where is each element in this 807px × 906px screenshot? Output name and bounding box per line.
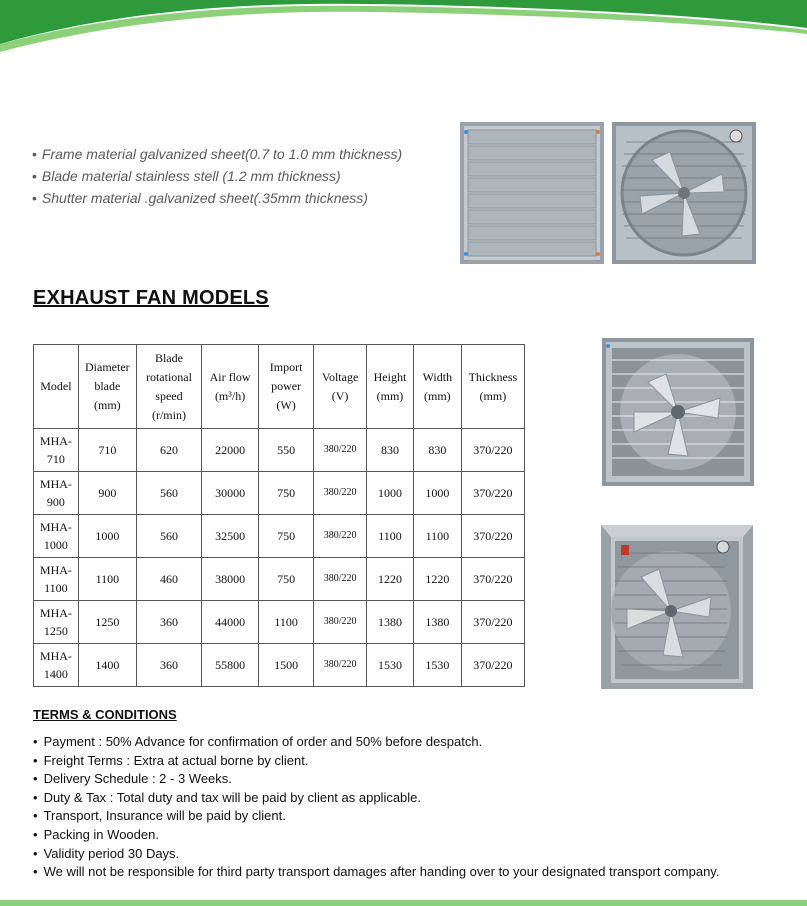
column-header: Model [34,345,79,429]
model-cell: MHA-710 [34,429,79,472]
table-cell: 830 [413,429,461,472]
model-cell: MHA-1400 [34,644,79,687]
table-cell: 380/220 [314,644,367,687]
table-row [34,601,525,644]
table-cell: 620 [136,429,201,472]
terms-item: • Payment : 50% Advance for confirmation of order and 50% before despatch. [33,733,719,752]
table-row [34,558,525,601]
table-cell: 30000 [202,472,259,515]
table-cell: 380/220 [314,429,367,472]
terms-title: TERMS & CONDITIONS [33,707,177,722]
terms-item: • Validity period 30 Days. [33,845,719,864]
table-cell: 370/220 [461,472,524,515]
terms-item: • Duty & Tax : Total duty and tax will be paid by client as applicable. [33,789,719,808]
table-cell: 38000 [202,558,259,601]
feature-item: • Blade material stainless stell (1.2 mm thickness) [32,165,452,187]
table-cell: 1100 [259,601,314,644]
table-row [34,472,525,515]
terms-item: • Transport, Insurance will be paid by client. [33,807,719,826]
table-cell: 1100 [413,515,461,558]
column-header: Blade rotational speed (r/min) [136,345,201,429]
column-header: Import power (W) [259,345,314,429]
table-cell: 1250 [78,601,136,644]
column-header: Width (mm) [413,345,461,429]
table-cell: 830 [367,429,414,472]
table-cell: 560 [136,515,201,558]
table-cell: 750 [259,558,314,601]
table-cell: 1220 [367,558,414,601]
model-cell: MHA-1000 [34,515,79,558]
fan-shutter-photo [460,122,604,264]
table-cell: 370/220 [461,558,524,601]
model-cell: MHA-1100 [34,558,79,601]
feature-item: • Shutter material .galvanized sheet(.35mm thickness) [32,187,452,209]
table-cell: 1000 [78,515,136,558]
table-row [34,644,525,687]
exhaust-fan-photo [602,338,754,486]
fan-front-photo [612,122,756,264]
column-header: Thickness (mm) [461,345,524,429]
table-cell: 1530 [413,644,461,687]
feature-item: • Frame material galvanized sheet(0.7 to 1.0 mm thickness) [32,143,452,165]
column-header: Voltage (V) [314,345,367,429]
table-cell: 380/220 [314,515,367,558]
terms-item: • Delivery Schedule : 2 - 3 Weeks. [33,770,719,789]
terms-item: • We will not be responsible for third party transport damages after handing over to your designated transport company. [33,863,719,882]
table-row [34,429,525,472]
table-cell: 370/220 [461,515,524,558]
table-cell: 560 [136,472,201,515]
column-header: Height (mm) [367,345,414,429]
section-title: EXHAUST FAN MODELS [33,287,269,309]
header-wave-decoration [0,0,807,60]
table-cell: 1380 [367,601,414,644]
footer-green-line [0,900,807,906]
table-cell: 380/220 [314,558,367,601]
table-cell: 1100 [78,558,136,601]
column-header: Diameter blade (mm) [78,345,136,429]
table-cell: 750 [259,472,314,515]
table-cell: 550 [259,429,314,472]
table-cell: 360 [136,601,201,644]
table-cell: 360 [136,644,201,687]
table-cell: 710 [78,429,136,472]
table-cell: 750 [259,515,314,558]
terms-item: • Packing in Wooden. [33,826,719,845]
table-cell: 55800 [202,644,259,687]
table-cell: 1400 [78,644,136,687]
terms-list [33,733,719,882]
table-cell: 900 [78,472,136,515]
table-cell: 1380 [413,601,461,644]
feature-list [32,143,452,209]
table-cell: 1000 [367,472,414,515]
table-row [34,515,525,558]
table-cell: 32500 [202,515,259,558]
table-cell: 370/220 [461,601,524,644]
exhaust-fan-models-table [33,344,525,687]
table-cell: 380/220 [314,472,367,515]
table-cell: 1530 [367,644,414,687]
table-cell: 22000 [202,429,259,472]
box-exhaust-fan-photo [601,525,753,689]
model-cell: MHA-1250 [34,601,79,644]
table-cell: 1220 [413,558,461,601]
table-cell: 1500 [259,644,314,687]
table-cell: 380/220 [314,601,367,644]
table-cell: 44000 [202,601,259,644]
model-cell: MHA-900 [34,472,79,515]
table-cell: 370/220 [461,429,524,472]
table-cell: 370/220 [461,644,524,687]
table-cell: 1000 [413,472,461,515]
table-header-row [34,345,525,429]
terms-item: • Freight Terms : Extra at actual borne by client. [33,752,719,771]
table-cell: 1100 [367,515,414,558]
column-header: Air flow (m³/h) [202,345,259,429]
table-cell: 460 [136,558,201,601]
